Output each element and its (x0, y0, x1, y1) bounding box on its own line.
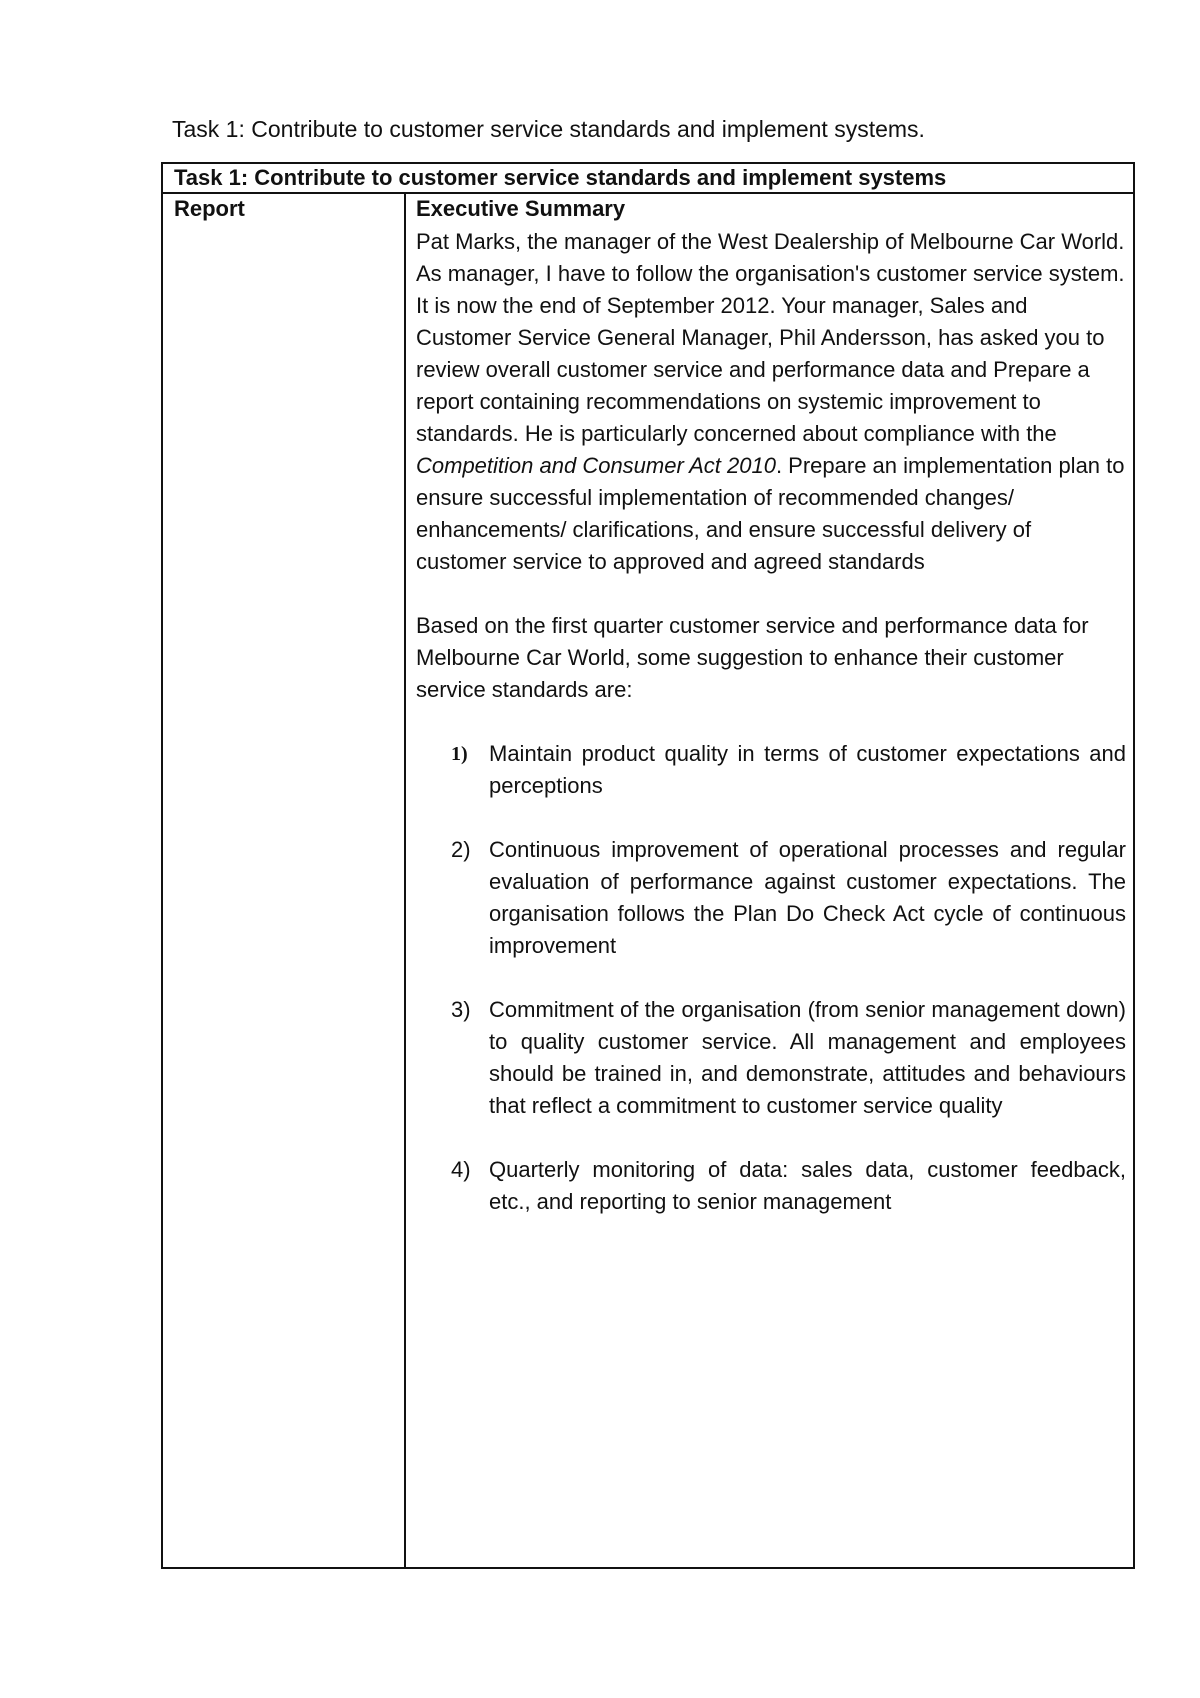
report-label: Report (174, 196, 245, 221)
executive-summary-title: Executive Summary (416, 196, 626, 221)
recommendation-number: 3) (451, 997, 471, 1022)
recommendation-text: Maintain product quality in terms of customer expectations and perceptions (489, 741, 1126, 798)
recommendation-text: Continuous improvement of operational processes and regular evaluation of performance against customer expectations. The organisation follows the Plan Do Check Act cycle of continuous improvement (489, 837, 1126, 958)
recommendation-item (416, 834, 1126, 962)
recommendation-item (416, 1154, 1126, 1218)
recommendation-item (416, 738, 1126, 802)
intro-text-end: . Prepare an implementation plan to ensure successful implementation of recommended changes/ enhancements/ clarifications, and ensure successful delivery of customer service to approved and agreed standards (416, 453, 1125, 574)
recommendation-item (416, 994, 1126, 1122)
based-on-paragraph: Based on the first quarter customer service and performance data for Melbourne Car World, some suggestion to enhance their customer service standards are: (416, 613, 1089, 702)
intro-text-start: Pat Marks, the manager of the West Dealership of Melbourne Car World. As manager, I have to follow the organisation's customer service system. It is now the end of September 2012. Your manager, Sales and Customer Service General Manager, Phil Andersson, has asked you to review overall customer service and performance data and Prepare a report containing recommendations on systemic improvement to standards. He is particularly concerned about compliance with the (416, 229, 1125, 446)
task-table (161, 162, 1135, 1569)
report-content (416, 195, 1126, 1250)
recommendation-text: Quarterly monitoring of data: sales data, customer feedback, etc., and reporting to senior management (489, 1157, 1126, 1214)
intro-paragraph (416, 226, 1126, 578)
column-divider (404, 194, 406, 1567)
recommendation-number: 4) (451, 1157, 471, 1182)
recommendation-number: 2) (451, 837, 471, 862)
table-header: Task 1: Contribute to customer service standards and implement systems (163, 164, 1133, 194)
recommendation-text: Commitment of the organisation (from senior management down) to quality customer service. All management and employees should be trained in, and demonstrate, attitudes and behaviours that reflect a commitment to customer service quality (489, 997, 1126, 1118)
act-name: Competition and Consumer Act 2010 (416, 453, 776, 478)
recommendations-list (416, 738, 1126, 1218)
recommendation-number: 1) (451, 743, 468, 765)
page-heading: Task 1: Contribute to customer service standards and implement systems. (172, 116, 925, 142)
